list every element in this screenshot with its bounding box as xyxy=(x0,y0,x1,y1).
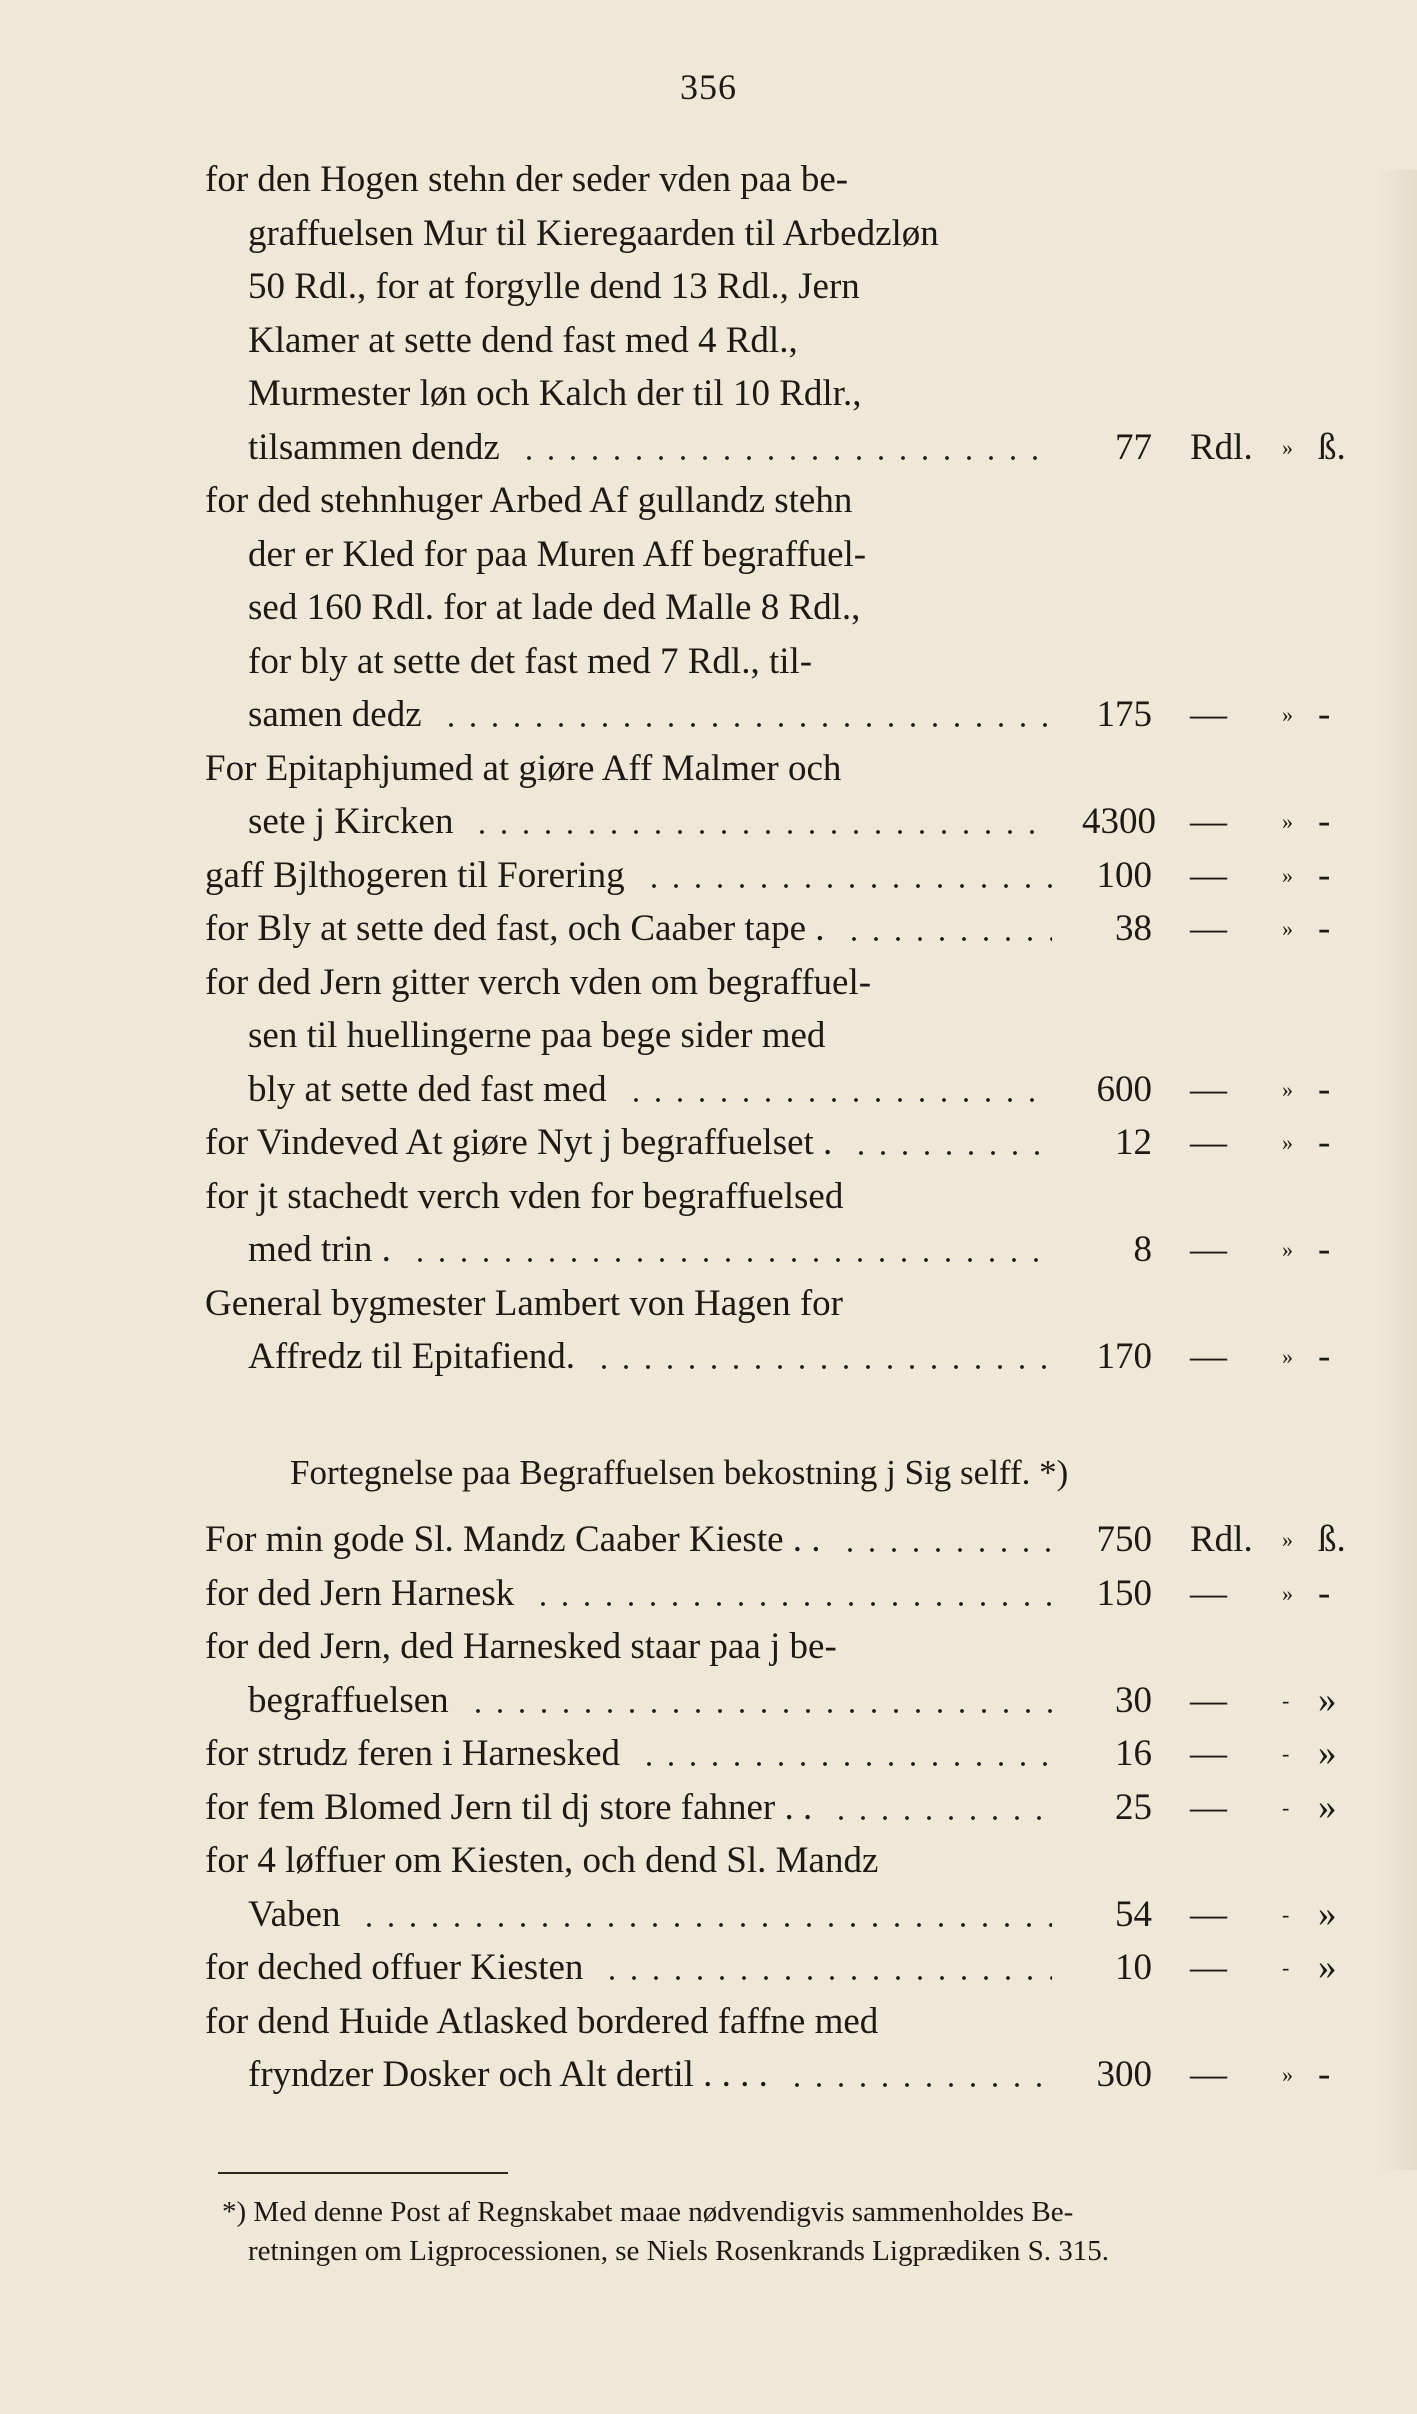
entry-total-row xyxy=(0,1571,1417,1617)
entry-total-row xyxy=(0,1678,1417,1724)
ditto-mark: » xyxy=(1282,1580,1293,1606)
entry-text: for Vindeved At giøre Nyt j begraffuelset . xyxy=(205,1122,833,1163)
currency-unit: — xyxy=(1190,1786,1227,1828)
sub-unit: - xyxy=(1318,1336,1331,1377)
ditto-mark: » xyxy=(1282,434,1293,460)
entry-text-line: for jt stachedt verch vden for begraffuelsed xyxy=(205,1175,844,1217)
entry-text: for deched offuer Kiesten xyxy=(205,1947,584,1988)
currency-unit: — xyxy=(1190,2054,1227,2095)
dot-leader xyxy=(839,1517,1052,1563)
currency-unit: — xyxy=(1190,1947,1227,1988)
amount: 38 xyxy=(1115,908,1152,949)
currency-unit: — xyxy=(1190,694,1227,735)
entry-text: Affredz til Epitafiend. xyxy=(248,1336,576,1377)
ditto-mark: » xyxy=(1282,1344,1293,1369)
entry-text-line: for bly at sette det fast med 7 Rdl., til- xyxy=(248,640,813,682)
dot-leader xyxy=(638,1731,1052,1777)
sub-unit: - xyxy=(1318,1068,1331,1110)
currency-unit: — xyxy=(1190,854,1227,896)
amount: 300 xyxy=(1096,2054,1152,2095)
entry-text-line: sed 160 Rdl. for at lade ded Malle 8 Rdl., xyxy=(248,587,861,628)
dot-leader xyxy=(532,1571,1052,1617)
amount: 4300 xyxy=(1082,801,1156,842)
entry-total-row xyxy=(0,1067,1417,1113)
sub-unit: - xyxy=(1318,854,1331,896)
entry-text: bly at sette ded fast med xyxy=(248,1068,607,1110)
sub-unit: - xyxy=(1318,2054,1331,2095)
entry-total-row xyxy=(0,799,1417,845)
footnote-line-2: retningen om Ligprocessionen, se Niels Rosenkrands Ligprædiken S. 315. xyxy=(248,2235,1110,2267)
currency-unit: Rdl. xyxy=(1190,426,1253,468)
entry-total-row xyxy=(0,1785,1417,1831)
sub-unit: » xyxy=(1318,1893,1337,1935)
currency-unit: — xyxy=(1190,1336,1227,1377)
entry-total-row xyxy=(0,853,1417,899)
ditto-mark: - xyxy=(1282,1687,1290,1713)
ditto-mark: - xyxy=(1282,1955,1290,1980)
dot-leader xyxy=(358,1892,1052,1938)
ditto-mark: » xyxy=(1282,1076,1293,1102)
entry-text: sete j Kircken xyxy=(248,801,454,842)
amount: 54 xyxy=(1115,1893,1152,1935)
entry-text: tilsammen dendz xyxy=(248,426,500,468)
dot-leader xyxy=(440,692,1052,738)
entry-text-line: 50 Rdl., for at forgylle dend 13 Rdl., Jern xyxy=(248,266,860,307)
section-heading: Fortegnelse paa Begraffuelsen bekostning j Sig selff. *) xyxy=(290,1453,1069,1492)
entry-text: begraffuelsen xyxy=(248,1679,449,1721)
dot-leader xyxy=(625,1067,1052,1113)
dot-leader xyxy=(850,1120,1052,1166)
entry-text-line: for ded Jern gitter verch vden om begraffuel- xyxy=(205,961,872,1003)
entry-text: Vaben xyxy=(248,1893,341,1935)
currency-unit: — xyxy=(1190,1122,1227,1163)
entry-text-line: for 4 løffuer om Kiesten, och dend Sl. Mandz xyxy=(205,1840,879,1881)
amount: 77 xyxy=(1115,426,1152,468)
entry-total-row xyxy=(0,692,1417,738)
sub-unit: » xyxy=(1318,1733,1337,1774)
currency-unit: — xyxy=(1190,908,1227,949)
footnote-rule xyxy=(218,2172,508,2174)
entry-total-row xyxy=(0,1945,1417,1991)
sub-unit: ß. xyxy=(1318,426,1346,468)
entry-text: for ded Jern Harnesk xyxy=(205,1572,515,1614)
sub-unit: » xyxy=(1318,1786,1337,1828)
ditto-mark: - xyxy=(1282,1794,1290,1820)
currency-unit: — xyxy=(1190,1229,1227,1270)
entry-total-row xyxy=(0,2052,1417,2098)
amount: 600 xyxy=(1096,1068,1152,1110)
entry-total-row xyxy=(0,1517,1417,1563)
ditto-mark: » xyxy=(1282,702,1293,727)
sub-unit: » xyxy=(1318,1947,1337,1988)
dot-leader xyxy=(601,1945,1052,1991)
currency-unit: — xyxy=(1190,1068,1227,1110)
amount: 100 xyxy=(1096,854,1152,896)
currency-unit: — xyxy=(1190,801,1227,842)
entry-text-line: for dend Huide Atlasked bordered faffne med xyxy=(205,2000,879,2042)
amount: 12 xyxy=(1115,1122,1152,1163)
amount: 170 xyxy=(1096,1336,1152,1377)
ditto-mark: » xyxy=(1282,862,1293,888)
entry-total-row xyxy=(0,1334,1417,1380)
page-number: 356 xyxy=(680,67,737,107)
dot-leader xyxy=(518,425,1052,471)
amount: 150 xyxy=(1096,1572,1152,1614)
sub-unit: - xyxy=(1318,1229,1331,1270)
entry-text-line: Klamer at sette dend fast med 4 Rdl., xyxy=(248,319,798,361)
entry-text-line: der er Kled for paa Muren Aff begraffuel- xyxy=(248,533,867,575)
entry-text: med trin . xyxy=(248,1229,391,1270)
currency-unit: Rdl. xyxy=(1190,1519,1253,1560)
entry-total-row xyxy=(0,1120,1417,1166)
entry-text-line: Murmester løn och Kalch der til 10 Rdlr., xyxy=(248,373,862,414)
ditto-mark: » xyxy=(1282,1237,1293,1262)
entry-total-row xyxy=(0,1731,1417,1777)
entry-total-row xyxy=(0,425,1417,471)
sub-unit: - xyxy=(1318,1572,1331,1614)
entry-total-row xyxy=(0,906,1417,952)
entry-text: for Bly at sette ded fast, och Caaber tape . xyxy=(205,908,825,949)
entry-text: samen dedz xyxy=(248,694,422,735)
amount: 8 xyxy=(1133,1229,1152,1270)
entry-text: for fem Blomed Jern til dj store fahner . . xyxy=(205,1786,813,1828)
currency-unit: — xyxy=(1190,1733,1227,1774)
dot-leader xyxy=(643,853,1052,899)
sub-unit: - xyxy=(1318,801,1331,842)
currency-unit: — xyxy=(1190,1679,1227,1721)
ditto-mark: - xyxy=(1282,1741,1290,1766)
ditto-mark: » xyxy=(1282,1527,1293,1552)
amount: 16 xyxy=(1115,1733,1152,1774)
dot-leader xyxy=(593,1334,1052,1380)
sub-unit: - xyxy=(1318,908,1331,949)
ditto-mark: - xyxy=(1282,1901,1290,1927)
sub-unit: - xyxy=(1318,1122,1331,1163)
entry-text: gaff Bjlthogeren til Forering xyxy=(205,854,625,896)
entry-text-line: General bygmester Lambert von Hagen for xyxy=(205,1282,843,1324)
dot-leader xyxy=(471,799,1052,845)
ditto-mark: » xyxy=(1282,2062,1293,2087)
dot-leader xyxy=(467,1678,1052,1724)
currency-unit: — xyxy=(1190,1572,1227,1614)
sub-unit: » xyxy=(1318,1679,1337,1721)
entry-text-line: for den Hogen stehn der seder vden paa be- xyxy=(205,159,849,200)
dot-leader xyxy=(830,1785,1052,1831)
dot-leader xyxy=(843,906,1052,952)
ditto-mark: » xyxy=(1282,916,1293,941)
currency-unit: — xyxy=(1190,1893,1227,1935)
entry-text-line: For Epitaphjumed at giøre Aff Malmer och xyxy=(205,747,842,789)
entry-text: for strudz feren i Harnesked xyxy=(205,1733,621,1774)
sub-unit: - xyxy=(1318,694,1331,735)
dot-leader xyxy=(786,2052,1052,2098)
amount: 750 xyxy=(1096,1519,1152,1560)
entry-text-line: sen til huellingerne paa bege sider med xyxy=(248,1015,826,1056)
entry-text-line: graffuelsen Mur til Kieregaarden til Arbedzløn xyxy=(248,212,939,254)
amount: 30 xyxy=(1115,1679,1152,1721)
amount: 175 xyxy=(1096,694,1152,735)
footnote-line-1: *) Med denne Post af Regnskabet maae nødvendigvis sammenholdes Be- xyxy=(222,2196,1074,2228)
entry-text: For min gode Sl. Mandz Caaber Kieste . . xyxy=(205,1519,821,1560)
sub-unit: ß. xyxy=(1318,1519,1346,1560)
entry-text: fryndzer Dosker och Alt dertil . . . . xyxy=(248,2054,768,2095)
entry-total-row xyxy=(0,1227,1417,1273)
dot-leader xyxy=(409,1227,1052,1273)
entry-text-line: for ded stehnhuger Arbed Af gullandz stehn xyxy=(205,480,853,521)
entry-total-row xyxy=(0,1892,1417,1938)
ditto-mark: » xyxy=(1282,809,1293,834)
entry-text-line: for ded Jern, ded Harnesked staar paa j be- xyxy=(205,1626,837,1667)
amount: 25 xyxy=(1115,1786,1152,1828)
ditto-mark: » xyxy=(1282,1130,1293,1155)
amount: 10 xyxy=(1115,1947,1152,1988)
